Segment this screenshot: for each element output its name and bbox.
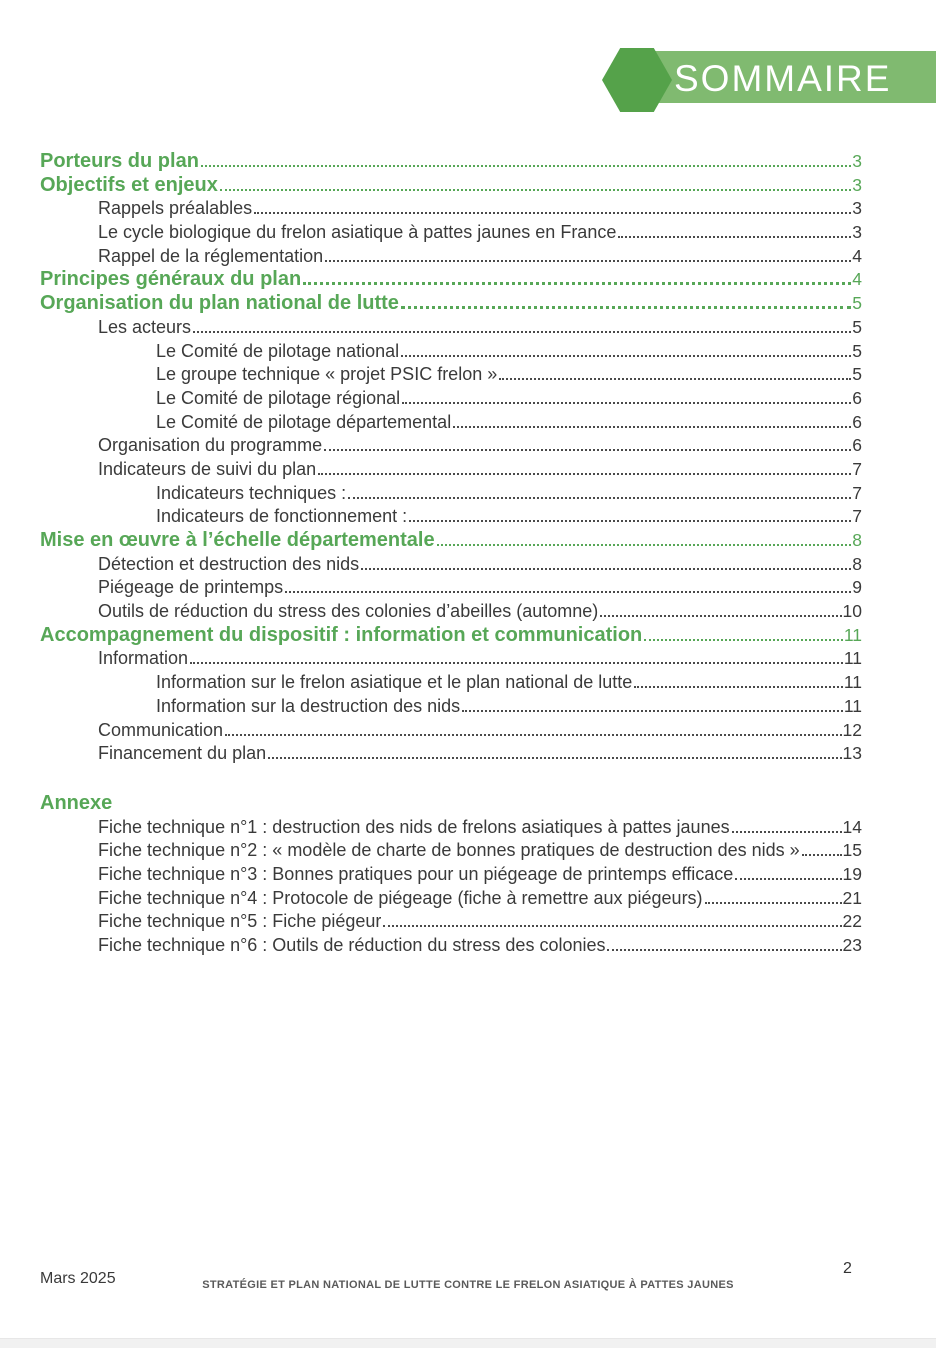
toc-entry[interactable]: [40, 910, 862, 934]
toc-leader-dots: [383, 925, 841, 927]
toc-leader-dots: [618, 236, 851, 238]
toc-entry[interactable]: [40, 695, 862, 719]
toc-entry-label: Piégeage de printemps: [98, 577, 284, 598]
toc-leader-dots: [607, 949, 841, 951]
toc-entry[interactable]: [40, 316, 862, 340]
toc-leader-dots: [732, 831, 842, 833]
toc-page-number: 6: [852, 435, 862, 456]
toc-page-number: 5: [852, 293, 862, 314]
toc-page-number: 3: [852, 222, 862, 243]
toc-page-number: 13: [842, 743, 862, 764]
toc-leader-dots: [735, 878, 841, 880]
toc-entry[interactable]: [40, 671, 862, 695]
toc-entry-label: Mise en œuvre à l’échelle départementale: [40, 529, 435, 551]
toc-entry-label: Les acteurs: [98, 316, 192, 337]
toc-entry-label: Fiche technique n°1 : destruction des nids de frelons asiatiques à pattes jaunes: [98, 816, 730, 837]
toc-entry-label: Le groupe technique « projet PSIC frelon »: [156, 364, 498, 385]
toc-entry-label: Information: [98, 648, 189, 669]
toc-page-number: 14: [842, 816, 862, 837]
toc-leader-dots: [705, 902, 842, 904]
toc-leader-dots: [644, 639, 843, 641]
toc-leader-dots: [634, 686, 843, 688]
toc-entry[interactable]: [40, 197, 862, 221]
toc-page-number: 9: [852, 577, 862, 598]
toc-entry[interactable]: [40, 387, 862, 411]
toc-entry-label: Rappel de la réglementation: [98, 245, 324, 266]
toc-entry[interactable]: [40, 268, 862, 292]
toc-entry-label: Organisation du programme: [98, 435, 323, 456]
toc-entry[interactable]: [40, 482, 862, 506]
toc-page-number: 4: [852, 269, 862, 290]
toc-entry[interactable]: [40, 434, 862, 458]
toc-leader-dots: [254, 212, 851, 214]
toc-leader-dots: [285, 591, 851, 593]
toc-entry[interactable]: [40, 742, 862, 766]
toc-entry-label: Fiche technique n°4 : Protocole de piégeage (fiche à remettre aux piégeurs): [98, 887, 703, 908]
toc-entry[interactable]: [40, 647, 862, 671]
toc-entry-label: Communication: [98, 719, 224, 740]
toc-leader-dots: [225, 734, 841, 736]
toc-entry-label: Porteurs du plan: [40, 150, 199, 172]
toc-page-number: 3: [852, 151, 862, 171]
toc: [40, 150, 862, 958]
toc-page-number: 11: [843, 695, 862, 716]
toc-leader-dots: [201, 165, 851, 167]
toc-entry-label: Le cycle biologique du frelon asiatique à pattes jaunes en France: [98, 222, 617, 243]
toc-entry-label: Annexe: [40, 791, 113, 814]
toc-page-number: 21: [842, 887, 862, 908]
toc-leader-dots: [348, 497, 851, 499]
toc-entry[interactable]: [40, 839, 862, 863]
toc-entry-label: Information sur la destruction des nids: [156, 695, 461, 716]
toc-page-number: 3: [852, 198, 862, 219]
toc-page-number: 22: [842, 911, 862, 932]
footer-date: Mars 2025: [40, 1270, 116, 1287]
toc-entry-label: Financement du plan: [98, 743, 267, 764]
toc-entry-label: Indicateurs techniques :: [156, 482, 347, 503]
toc-page-number: 3: [852, 174, 862, 195]
toc-entry[interactable]: [40, 553, 862, 577]
toc-page-number: 7: [852, 458, 862, 479]
bottom-bar: [0, 1338, 936, 1348]
toc-leader-dots: [401, 355, 851, 357]
toc-entry-label: Organisation du plan national de lutte: [40, 292, 399, 315]
toc-leader-dots: [409, 520, 851, 522]
toc-entry[interactable]: [40, 458, 862, 482]
toc-leader-dots: [318, 473, 851, 475]
toc-page-number: 5: [852, 340, 862, 361]
toc-entry[interactable]: [40, 340, 862, 364]
toc-entry[interactable]: [40, 529, 862, 553]
toc-leader-dots: [499, 378, 851, 380]
toc-page-number: 10: [842, 601, 862, 622]
toc-entry-label: Fiche technique n°2 : « modèle de charte de bonnes pratiques de destruction des nids »: [98, 840, 800, 861]
toc-leader-dots: [361, 568, 851, 570]
toc-entry[interactable]: [40, 719, 862, 743]
toc-page-number: 11: [843, 624, 862, 645]
toc-leader-dots: [802, 854, 842, 856]
toc-leader-dots: [437, 544, 852, 546]
toc-page-number: 5: [852, 316, 862, 337]
toc-page-number: 15: [842, 840, 862, 861]
toc-entry-label: Fiche technique n°3 : Bonnes pratiques pour un piégeage de printemps efficace: [98, 863, 734, 884]
toc-entry-label: Indicateurs de suivi du plan: [98, 458, 317, 479]
toc-leader-dots: [190, 662, 843, 664]
toc-entry[interactable]: [40, 816, 862, 840]
toc-entry[interactable]: [40, 600, 862, 624]
toc-entry[interactable]: [40, 576, 862, 600]
page-title: SOMMAIRE: [674, 58, 892, 99]
toc-entry-label: Le Comité de pilotage régional: [156, 387, 401, 408]
toc-page-number: 8: [852, 553, 862, 574]
toc-page-number: 6: [852, 411, 862, 432]
toc-leader-dots: [600, 615, 841, 617]
toc-entry[interactable]: [40, 174, 862, 198]
toc-entry[interactable]: [40, 411, 862, 435]
toc-page-number: 5: [852, 364, 862, 385]
toc-leader-dots: [193, 331, 851, 333]
toc-leader-dots: [324, 449, 851, 451]
toc-page-number: 19: [842, 863, 862, 884]
toc-entry[interactable]: [40, 505, 862, 529]
toc-entry-label: Principes généraux du plan: [40, 268, 302, 291]
toc-entry[interactable]: [40, 245, 862, 269]
toc-leader-dots: [462, 710, 843, 712]
toc-page-number: 12: [842, 719, 862, 740]
toc-entry-label: Indicateurs de fonctionnement :: [156, 506, 408, 527]
toc-entry-label: Détection et destruction des nids: [98, 553, 360, 574]
toc-entry[interactable]: [40, 863, 862, 887]
toc-entry[interactable]: [40, 887, 862, 911]
toc-entry-label: Le Comité de pilotage départemental: [156, 411, 452, 432]
toc-page-number: 23: [842, 935, 862, 955]
toc-leader-dots: [268, 757, 841, 759]
toc-entry-label: Rappels préalables: [98, 198, 253, 219]
toc-page-number: 6: [852, 387, 862, 408]
toc-entry-label: Objectifs et enjeux: [40, 173, 218, 196]
toc-entry[interactable]: [40, 363, 862, 387]
toc-leader-dots: [220, 189, 851, 191]
toc-page-number: 4: [852, 245, 862, 266]
toc-entry-label: Fiche technique n°5 : Fiche piégeur: [98, 911, 382, 932]
toc-entry[interactable]: [40, 792, 862, 816]
toc-entry[interactable]: [40, 292, 862, 316]
toc-entry[interactable]: [40, 150, 862, 174]
footer-page-number: 2: [843, 1260, 852, 1277]
toc-leader-dots: [401, 306, 851, 309]
toc-leader-dots: [325, 260, 851, 262]
toc-entry-label: Le Comité de pilotage national: [156, 340, 400, 361]
toc-page-number: 7: [852, 482, 862, 503]
toc-page-number: 11: [843, 672, 862, 693]
toc-entry-label: Information sur le frelon asiatique et le plan national de lutte: [156, 672, 633, 693]
toc-page-number: 11: [843, 648, 862, 669]
toc-leader-dots: [453, 426, 851, 428]
toc-page-number: 7: [852, 506, 862, 527]
toc-leader-dots: [303, 282, 851, 285]
toc-entry[interactable]: [40, 934, 862, 958]
toc-entry[interactable]: [40, 624, 862, 648]
toc-page-number: 8: [852, 530, 862, 550]
toc-entry-label: Fiche technique n°6 : Outils de réduction du stress des colonies: [98, 935, 606, 955]
toc-leader-dots: [402, 402, 851, 404]
toc-entry-label: Accompagnement du dispositif : information et communication: [40, 623, 643, 646]
toc-entry[interactable]: [40, 221, 862, 245]
toc-entry-label: Outils de réduction du stress des colonies d’abeilles (automne): [98, 601, 599, 622]
footer-document-title: STRATÉGIE ET PLAN NATIONAL DE LUTTE CONTRE LE FRELON ASIATIQUE À PATTES JAUNES: [202, 1279, 734, 1291]
